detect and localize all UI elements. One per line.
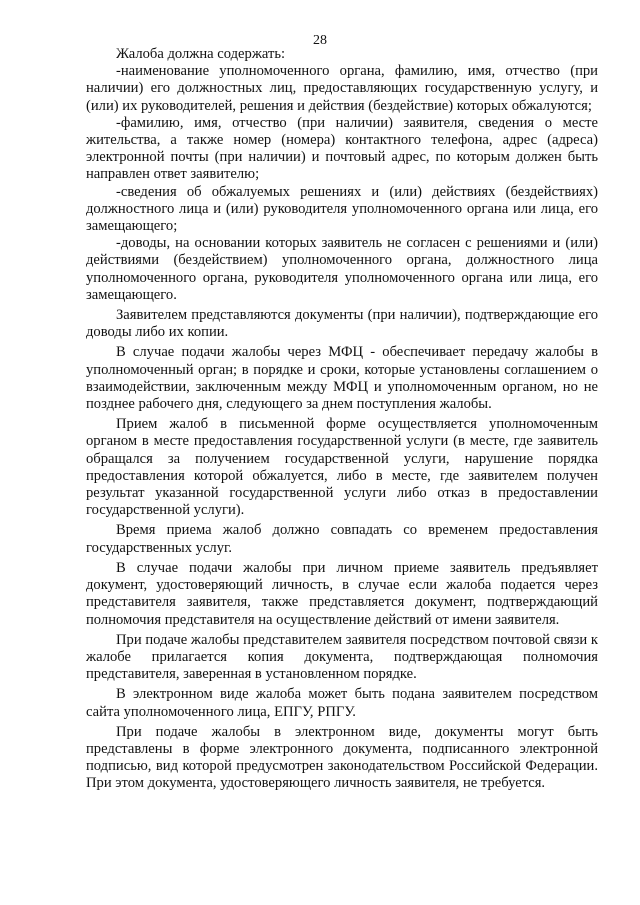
document-body (86, 46, 598, 793)
paragraph-supporting-documents: Заявителем представляются документы (при наличии), подтверждающие его доводы либо их копии. (86, 307, 598, 341)
paragraph-requirement-appealed-decisions: -сведения об обжалуемых решениях и (или) действиях (бездействиях) должностного лица и (или) руководителя уполномоченного органа или лица, его замещающего; (86, 183, 598, 235)
paragraph-mfc-submission: В случае подачи жалобы через МФЦ - обеспечивает передачу жалобы в уполномоченный орган; в порядке и сроки, которые установлены соглашением о взаимодействии, заключенным между МФЦ и уполномоченным органом, но не позднее рабочего дня, следующего за днем поступления жалобы. (86, 344, 598, 413)
paragraph-electronic-documents: При подаче жалобы в электронном виде, документы могут быть представлены в форме электронного документа, подписанного электронной подписью, вид которой предусмотрен законодательством Российской Федерации. При этом документа, удостоверяющего личность заявителя, не требуется. (86, 723, 598, 792)
paragraph-requirement-applicant-details: -фамилию, имя, отчество (при наличии) заявителя, сведения о месте жительства, а также номер (номера) контактного телефона, адрес (адреса) электронной почты (при наличии) и почтовый адрес, по которым должен быть направлен ответ заявителю; (86, 114, 598, 183)
paragraph-electronic-submission: В электронном виде жалоба может быть подана заявителем посредством сайта уполномоченного лица, ЕПГУ, РПГУ. (86, 686, 598, 720)
page-number: 28 (313, 33, 327, 48)
paragraph-written-complaints: Прием жалоб в письменной форме осуществляется уполномоченным органом в месте предоставления государственной услуги (в месте, где заявитель обращался за получением государственной услуги, нарушение порядка предоставления которой обжалуется, либо в месте, где заявителем получен результат указанной государственной услуги либо отказ в предоставлении государственной услуги). (86, 416, 598, 519)
paragraph-requirement-arguments: -доводы, на основании которых заявитель не согласен с решениями и (или) действиями (бездействием) уполномоченного органа, должностного лица уполномоченного органа, руководителя уполномоченного органа или лица, его замещающего. (86, 235, 598, 303)
paragraph-complaint-contents-intro: Жалоба должна содержать: (116, 46, 286, 62)
paragraph-reception-hours: Время приема жалоб должно совпадать со временем предоставления государственных услуг. (86, 522, 598, 556)
paragraph-requirement-authority-name: -наименование уполномоченного органа, фамилию, имя, отчество (при наличии) его должностных лиц, предоставляющих государственную услугу, и (или) их руководителей, решения и действия (бездействие) которых обжалуются; (86, 63, 598, 114)
paragraph-personal-reception: В случае подачи жалобы при личном приеме заявитель предъявляет документ, удостоверяющий личность, в случае если жалоба подается через представителя заявителя, также представляется документ, подтверждающий полномочия представителя на осуществление действий от имени заявителя. (86, 559, 598, 628)
paragraph-postal-submission: При подаче жалобы представителем заявителя посредством почтовой связи к жалобе прилагается копия документа, подтверждающая полномочия представителя, заверенная в установленном порядке. (86, 631, 598, 683)
